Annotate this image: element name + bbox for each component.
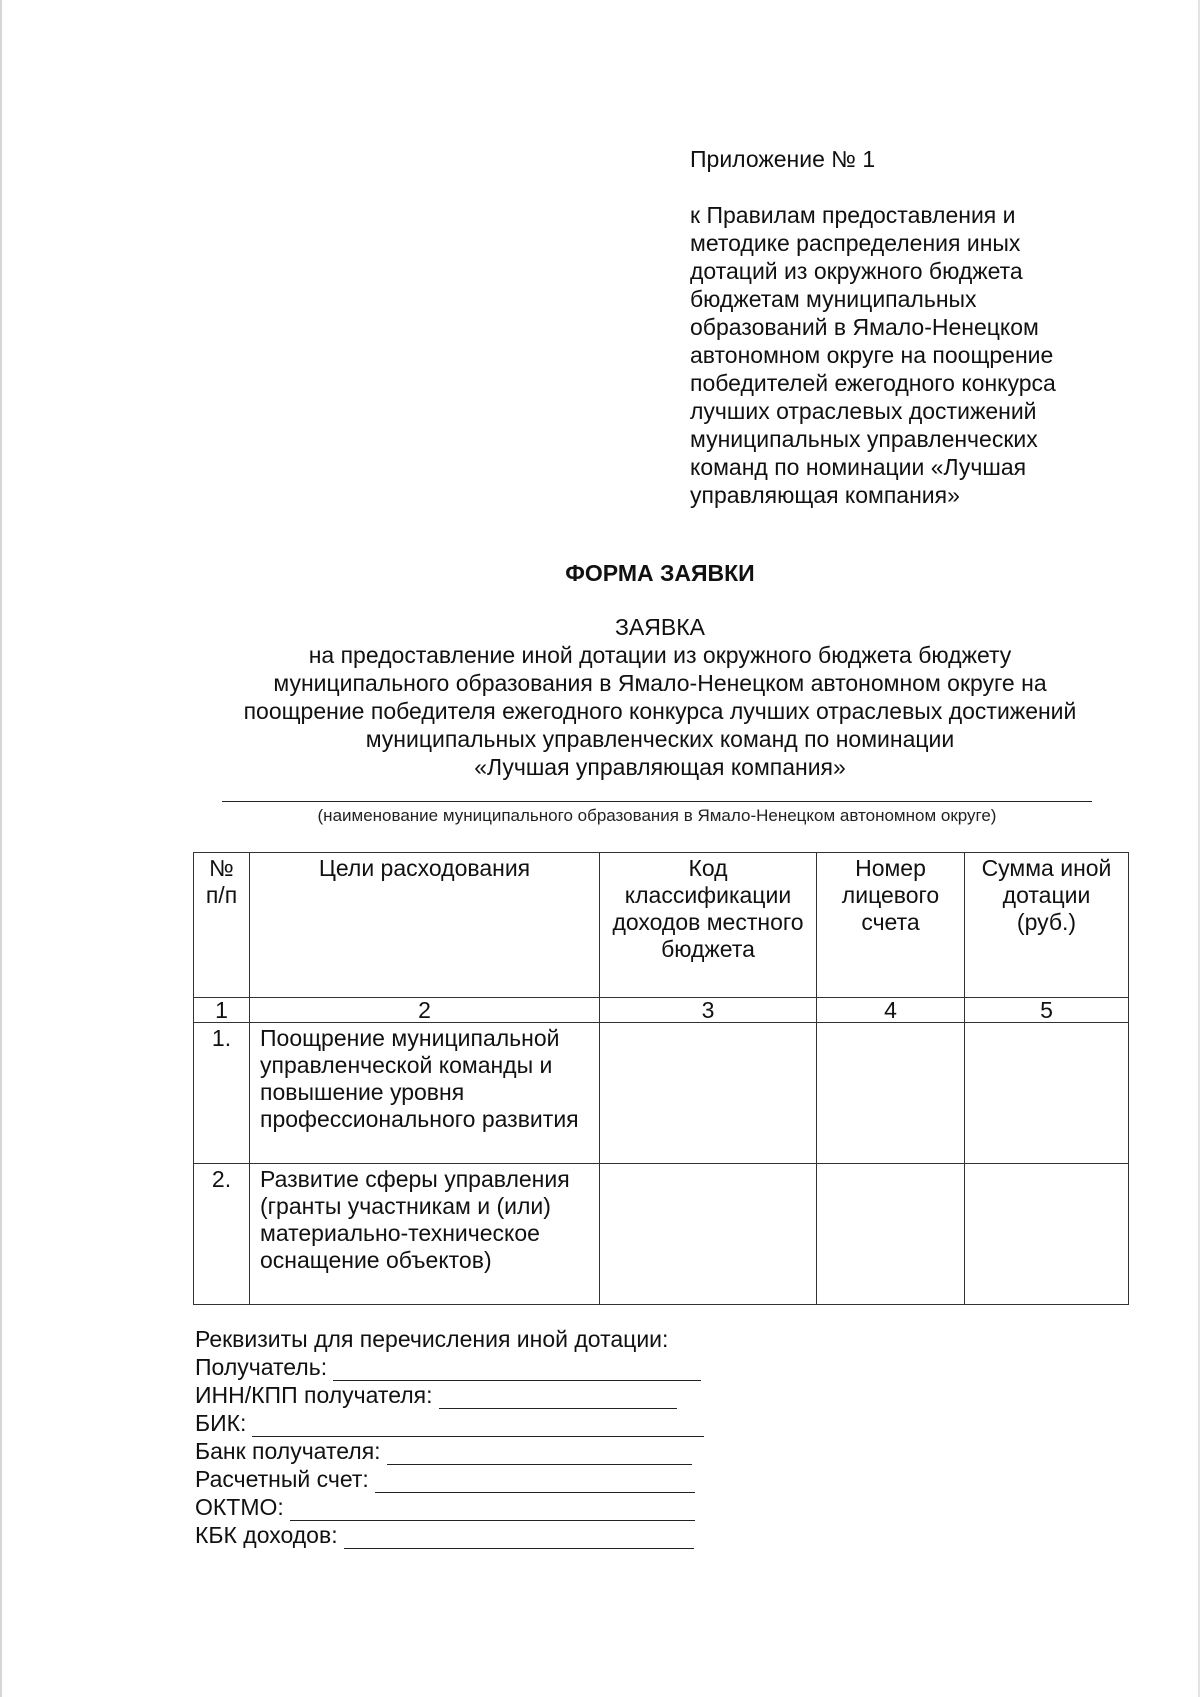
appendix-body: к Правилам предоставления и методике распределения иных дотаций из окружного бюджета бюджетам муниципальных образований в Ямало-Ненецком автономном округе на поощрение победителей ежегодного конкурса лучших отраслевых достижений муниципальных управленческих команд по номинации «Лучшая управляющая компания»	[690, 202, 1056, 508]
scan-edge-left	[0, 0, 2, 1697]
municipality-caption: (наименование муниципального образования в Ямало-Ненецком автономном округе)	[317, 806, 997, 825]
recipient-field-line[interactable]	[333, 1358, 701, 1381]
requisite-label: Банк получателя:	[195, 1438, 381, 1464]
requisite-bank	[195, 1437, 835, 1465]
header-account: Номер лицевого счета	[817, 853, 965, 998]
application-title: ЗАЯВКА	[615, 614, 705, 640]
column-number: 2	[250, 998, 600, 1023]
requisite-label: ИНН/КПП получателя:	[195, 1382, 433, 1408]
column-number: 3	[600, 998, 817, 1023]
requisites-title: Реквизиты для перечисления иной дотации:	[195, 1326, 669, 1352]
header-number: № п/п	[194, 853, 250, 998]
application-heading	[180, 613, 1140, 781]
requisites-block	[195, 1325, 835, 1549]
row-account-cell[interactable]	[817, 1023, 965, 1164]
row-amount-cell[interactable]	[965, 1023, 1129, 1164]
table-row	[194, 1023, 1129, 1164]
appendix-title: Приложение № 1	[690, 146, 876, 172]
inn-kpp-field-line[interactable]	[439, 1386, 677, 1409]
column-number: 5	[965, 998, 1129, 1023]
requisite-account	[195, 1465, 835, 1493]
municipality-name-line[interactable]	[222, 801, 1092, 802]
account-field-line[interactable]	[375, 1470, 695, 1493]
requisite-label: Получатель:	[195, 1354, 328, 1380]
application-line: поощрение победителя ежегодного конкурса лучших отраслевых достижений	[243, 698, 1077, 724]
form-title: ФОРМА ЗАЯВКИ	[565, 560, 755, 586]
table-row	[194, 1164, 1129, 1305]
requisite-bik	[195, 1409, 835, 1437]
row-number: 1.	[194, 1023, 250, 1164]
requisite-kbk	[195, 1521, 835, 1549]
row-goal: Поощрение муниципальной управленческой команды и повышение уровня профессионального развития	[250, 1023, 600, 1164]
column-number: 1	[194, 998, 250, 1023]
kbk-field-line[interactable]	[344, 1526, 694, 1549]
application-line: на предоставление иной дотации из окружного бюджета бюджету	[308, 642, 1012, 668]
header-code: Код классификации доходов местного бюджета	[600, 853, 817, 998]
requisite-recipient	[195, 1353, 835, 1381]
application-line: муниципальных управленческих команд по номинации	[365, 726, 955, 752]
appendix-block	[690, 145, 1130, 509]
oktmo-field-line[interactable]	[290, 1498, 695, 1521]
requisite-label: БИК:	[195, 1410, 247, 1436]
requisite-oktmo	[195, 1493, 835, 1521]
bik-field-line[interactable]	[252, 1414, 704, 1437]
row-code-cell[interactable]	[600, 1023, 817, 1164]
application-line: муниципального образования в Ямало-Ненецком автономном округе на	[273, 670, 1047, 696]
expenditure-table	[193, 852, 1129, 1305]
table-header-row	[194, 853, 1129, 998]
bank-field-line[interactable]	[387, 1442, 692, 1465]
row-goal: Развитие сферы управления (гранты участникам и (или) материально-техническое оснащение объектов)	[250, 1164, 600, 1305]
column-number-row	[194, 998, 1129, 1023]
requisite-label: ОКТМО:	[195, 1494, 284, 1520]
row-amount-cell[interactable]	[965, 1164, 1129, 1305]
requisite-label: Расчетный счет:	[195, 1466, 369, 1492]
column-number: 4	[817, 998, 965, 1023]
row-code-cell[interactable]	[600, 1164, 817, 1305]
row-account-cell[interactable]	[817, 1164, 965, 1305]
application-line: «Лучшая управляющая компания»	[474, 754, 846, 780]
row-number: 2.	[194, 1164, 250, 1305]
header-goal: Цели расходования	[250, 853, 600, 998]
requisite-inn-kpp	[195, 1381, 835, 1409]
requisite-label: КБК доходов:	[195, 1522, 338, 1548]
header-amount: Сумма иной дотации (руб.)	[965, 853, 1129, 998]
